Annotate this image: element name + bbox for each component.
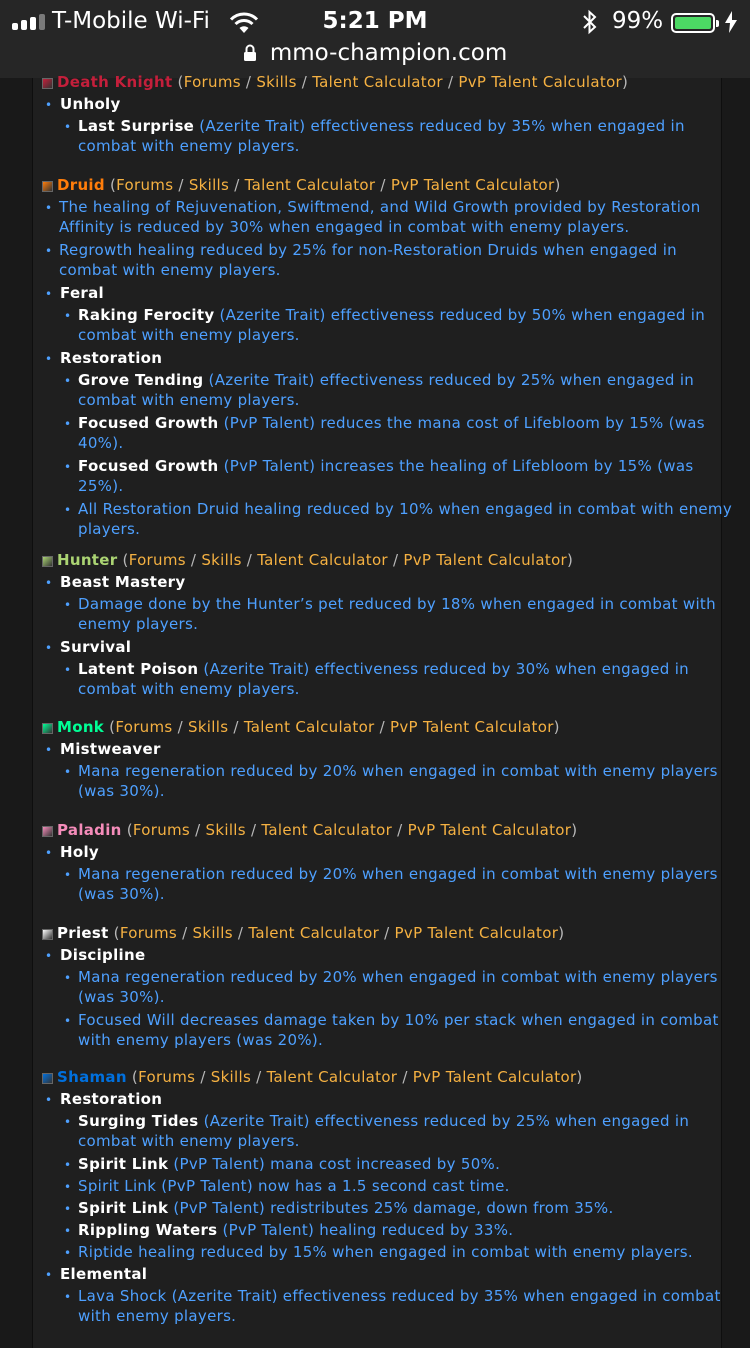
article-content: [32, 73, 732, 1348]
trait-name[interactable]: Rippling Waters: [78, 1221, 218, 1239]
change-text-continued: with enemy players (was 20%).: [78, 1031, 324, 1049]
link-separator: /: [185, 551, 202, 569]
trait-name[interactable]: Last Surprise: [78, 117, 195, 135]
bullet-icon: •: [64, 1202, 72, 1216]
change-item: [78, 414, 705, 432]
change-text: (PvP Talent) mana cost increased by 50%.: [168, 1155, 501, 1173]
trait-name[interactable]: Grove Tending: [78, 371, 204, 389]
link-separator: /: [228, 718, 244, 736]
status-bar: [0, 0, 750, 78]
change-text: (Azerite Trait) effectiveness reduced by 35% when engaged in: [194, 117, 685, 135]
link-separator: /: [245, 821, 262, 839]
change-item: [78, 1199, 614, 1217]
skills-link[interactable]: Skills: [205, 821, 246, 839]
spec-heading: Feral: [60, 284, 104, 302]
class-note: [59, 198, 701, 216]
bullet-icon: •: [45, 1268, 53, 1282]
change-text-continued: (was 30%).: [78, 988, 165, 1006]
class-heading: [57, 73, 628, 91]
change-text-continued: 25%).: [78, 477, 124, 495]
link-separator: /: [173, 176, 189, 194]
talent-calculator-link[interactable]: Talent Calculator: [257, 551, 388, 569]
bullet-icon: •: [45, 244, 53, 258]
class-icon: [42, 556, 53, 567]
change-text-continued: combat with enemy players.: [78, 391, 300, 409]
change-text: (Azerite Trait) effectiveness reduced by 25% when engaged in: [198, 1112, 690, 1130]
class-heading: [57, 1068, 583, 1086]
link-separator: /: [229, 176, 245, 194]
change-item: [78, 660, 689, 678]
change-item: [78, 371, 694, 389]
bullet-icon: •: [64, 120, 72, 134]
pvp-talent-calculator-link[interactable]: PvP Talent Calculator: [390, 718, 554, 736]
pvp-talent-calculator-link[interactable]: PvP Talent Calculator: [458, 73, 623, 91]
talent-calculator-link[interactable]: Talent Calculator: [266, 1068, 398, 1086]
paren-close: ): [553, 718, 560, 736]
class-heading: [57, 551, 573, 569]
bullet-icon: •: [64, 598, 72, 612]
change-item: [78, 117, 685, 135]
change-text-continued: (was 30%).: [78, 885, 165, 903]
change-item: [78, 1177, 510, 1195]
talent-calculator-link[interactable]: Talent Calculator: [248, 924, 380, 942]
bullet-icon: •: [45, 1093, 53, 1107]
pvp-talent-calculator-link[interactable]: PvP Talent Calculator: [403, 551, 568, 569]
class-name-link[interactable]: Druid: [57, 176, 105, 194]
bullet-icon: •: [64, 1290, 72, 1304]
class-name-link[interactable]: Paladin: [57, 821, 122, 839]
change-item: [78, 306, 705, 324]
skills-link[interactable]: Skills: [210, 1068, 252, 1086]
talent-calculator-link[interactable]: Talent Calculator: [244, 176, 376, 194]
link-separator: /: [379, 924, 395, 942]
trait-name[interactable]: Spirit Link: [78, 1155, 169, 1173]
link-separator: /: [190, 821, 206, 839]
change-text: All Restoration Druid healing reduced by 10% when engaged in combat with enemy: [78, 500, 732, 518]
change-item: [78, 1243, 693, 1261]
trait-name[interactable]: Focused Growth: [78, 414, 219, 432]
bullet-icon: •: [45, 846, 53, 860]
battery-percentage: 99%: [612, 8, 664, 34]
change-text: (PvP Talent) increases the healing of Lifebloom by 15% (was: [218, 457, 694, 475]
link-separator: /: [387, 551, 404, 569]
change-text: Mana regeneration reduced by 20% when engaged in combat with enemy players: [78, 968, 718, 986]
paren-close: ): [554, 176, 561, 194]
class-name-link[interactable]: Hunter: [57, 551, 118, 569]
bullet-icon: •: [64, 1180, 72, 1194]
bullet-icon: •: [45, 98, 53, 112]
pvp-talent-calculator-link[interactable]: PvP Talent Calculator: [390, 176, 555, 194]
paren-open: (: [172, 73, 184, 91]
change-item: [78, 865, 718, 883]
bullet-icon: •: [45, 641, 53, 655]
paren-close: ): [622, 73, 629, 91]
change-text: (Azerite Trait) effectiveness reduced by 25% when engaged in: [203, 371, 695, 389]
class-heading: [57, 821, 577, 839]
change-item: [78, 762, 718, 780]
change-text-continued: Affinity is reduced by 30% when engaged in combat with enemy players.: [59, 218, 630, 236]
change-text-continued: combat with enemy players.: [78, 1132, 300, 1150]
change-item: [78, 968, 718, 986]
forums-link[interactable]: Forums: [128, 551, 186, 569]
bullet-icon: •: [64, 503, 72, 517]
bullet-icon: •: [45, 949, 53, 963]
forums-link[interactable]: Forums: [183, 73, 241, 91]
change-item: [78, 500, 732, 518]
paren-open: (: [121, 821, 133, 839]
bullet-icon: •: [64, 460, 72, 474]
lock-icon: [243, 44, 257, 62]
change-text: Damage done by the Hunter’s pet reduced by 18% when engaged in combat with: [78, 595, 716, 613]
change-text: Focused Will decreases damage taken by 10% per stack when engaged in combat: [78, 1011, 719, 1029]
bullet-icon: •: [45, 201, 53, 215]
bullet-icon: •: [45, 352, 53, 366]
link-separator: /: [241, 551, 258, 569]
change-text-continued: players.: [78, 520, 141, 538]
carrier-name: T-Mobile Wi-Fi: [52, 8, 210, 34]
bullet-icon: •: [64, 765, 72, 779]
class-heading: [57, 176, 561, 194]
paren-open: (: [117, 551, 129, 569]
talent-calculator-link[interactable]: Talent Calculator: [312, 73, 443, 91]
change-item: [78, 1112, 689, 1130]
change-item: [78, 1011, 719, 1029]
bullet-icon: •: [64, 663, 72, 677]
link-separator: /: [442, 73, 459, 91]
paren-open: (: [108, 924, 120, 942]
link-separator: /: [374, 718, 391, 736]
link-separator: /: [397, 1068, 413, 1086]
forums-link[interactable]: Forums: [115, 718, 173, 736]
forums-link[interactable]: Forums: [119, 924, 178, 942]
change-text-continued: combat with enemy players.: [59, 261, 281, 279]
trait-name[interactable]: Spirit Link: [78, 1199, 169, 1217]
class-name-link[interactable]: Priest: [57, 924, 109, 942]
link-separator: /: [172, 718, 188, 736]
change-text: (PvP Talent) healing reduced by 33%.: [217, 1221, 514, 1239]
forums-link[interactable]: Forums: [138, 1068, 196, 1086]
skills-link[interactable]: Skills: [188, 718, 229, 736]
class-name-link[interactable]: Monk: [57, 718, 105, 736]
change-item: [78, 1287, 721, 1305]
trait-name[interactable]: Latent Poison: [78, 660, 199, 678]
paren-close: ): [576, 1068, 583, 1086]
change-text: Lava Shock (Azerite Trait) effectiveness reduced by 35% when engaged in combat: [78, 1287, 721, 1305]
class-icon: [42, 826, 53, 837]
class-icon: [42, 723, 53, 734]
forums-link[interactable]: Forums: [132, 821, 191, 839]
clock-time: 5:21 PM: [322, 8, 428, 34]
link-separator: /: [195, 1068, 211, 1086]
bullet-icon: •: [45, 743, 53, 757]
bullet-icon: •: [64, 1246, 72, 1260]
paren-close: ): [567, 551, 574, 569]
spec-heading: Beast Mastery: [60, 573, 186, 591]
link-separator: /: [240, 73, 257, 91]
spec-heading: Discipline: [60, 946, 146, 964]
link-separator: /: [232, 924, 249, 942]
paren-close: ): [558, 924, 565, 942]
change-item: [78, 595, 716, 613]
class-icon: [42, 78, 53, 89]
class-name-link[interactable]: Death Knight: [57, 73, 173, 91]
change-text: Mana regeneration reduced by 20% when engaged in combat with enemy players: [78, 762, 718, 780]
pvp-talent-calculator-link[interactable]: PvP Talent Calculator: [407, 821, 572, 839]
bullet-icon: •: [64, 417, 72, 431]
change-text-continued: (was 30%).: [78, 782, 165, 800]
change-text-continued: 40%).: [78, 434, 124, 452]
spec-heading: Mistweaver: [60, 740, 161, 758]
change-text: (PvP Talent) reduces the mana cost of Lifebloom by 15% (was: [218, 414, 705, 432]
charging-bolt-icon: [724, 11, 738, 33]
trait-name[interactable]: Surging Tides: [78, 1112, 199, 1130]
status-row: [0, 6, 750, 38]
talent-calculator-link[interactable]: Talent Calculator: [243, 718, 375, 736]
class-icon: [42, 929, 53, 940]
link-separator: /: [392, 821, 408, 839]
change-text-continued: with enemy players.: [78, 1307, 237, 1325]
class-heading: [57, 924, 564, 942]
change-text: (Azerite Trait) effectiveness reduced by 50% when engaged in: [214, 306, 706, 324]
change-text-continued: combat with enemy players.: [78, 680, 300, 698]
change-item: [78, 1221, 513, 1239]
change-text-continued: combat with enemy players.: [78, 137, 300, 155]
change-text: (Azerite Trait) effectiveness reduced by 30% when engaged in: [198, 660, 689, 678]
paren-open: (: [126, 1068, 139, 1086]
change-text: Riptide healing reduced by 15% when engaged in combat with enemy players.: [78, 1243, 693, 1261]
change-text: (PvP Talent) redistributes 25% damage, down from 35%.: [168, 1199, 614, 1217]
change-text: Mana regeneration reduced by 20% when engaged in combat with enemy players: [78, 865, 718, 883]
spec-heading: Holy: [60, 843, 99, 861]
change-text-continued: combat with enemy players.: [78, 326, 300, 344]
change-item: [78, 457, 693, 475]
bullet-icon: •: [64, 1158, 72, 1172]
class-name-link[interactable]: Shaman: [57, 1068, 127, 1086]
paren-open: (: [104, 176, 117, 194]
bullet-icon: •: [45, 576, 53, 590]
address-bar[interactable]: [0, 40, 750, 70]
class-heading: [57, 718, 560, 736]
bullet-icon: •: [64, 374, 72, 388]
bullet-icon: •: [64, 971, 72, 985]
link-separator: /: [296, 73, 313, 91]
class-note: [59, 241, 677, 259]
class-icon: [42, 181, 53, 192]
forums-link[interactable]: Forums: [116, 176, 174, 194]
change-item: [78, 1155, 500, 1173]
link-separator: /: [251, 1068, 267, 1086]
spec-heading: Elemental: [60, 1265, 148, 1283]
link-separator: /: [177, 924, 193, 942]
trait-name[interactable]: Focused Growth: [78, 457, 219, 475]
battery-icon: [671, 13, 715, 33]
pvp-talent-calculator-link[interactable]: PvP Talent Calculator: [394, 924, 559, 942]
bullet-icon: •: [64, 1115, 72, 1129]
bullet-icon: •: [45, 287, 53, 301]
url-text: mmo-champion.com: [269, 40, 508, 66]
spec-heading: Restoration: [60, 349, 163, 367]
spec-heading: Unholy: [60, 95, 121, 113]
spec-heading: Restoration: [60, 1090, 163, 1108]
paren-close: ): [571, 821, 578, 839]
change-text: Spirit Link (PvP Talent) now has a 1.5 second cast time.: [78, 1177, 510, 1195]
spec-heading: Survival: [60, 638, 132, 656]
bullet-icon: •: [64, 1224, 72, 1238]
class-icon: [42, 1073, 53, 1084]
skills-link[interactable]: Skills: [188, 176, 230, 194]
link-separator: /: [375, 176, 391, 194]
skills-link[interactable]: Skills: [256, 73, 297, 91]
pvp-talent-calculator-link[interactable]: PvP Talent Calculator: [412, 1068, 577, 1086]
talent-calculator-link[interactable]: Talent Calculator: [261, 821, 393, 839]
bullet-icon: •: [64, 1014, 72, 1028]
change-text: The healing of Rejuvenation, Swiftmend, and Wild Growth provided by Restoration: [59, 198, 701, 216]
trait-name[interactable]: Raking Ferocity: [78, 306, 215, 324]
skills-link[interactable]: Skills: [192, 924, 233, 942]
bluetooth-icon: [582, 9, 598, 35]
paren-open: (: [104, 718, 116, 736]
bullet-icon: •: [64, 868, 72, 882]
bullet-icon: •: [64, 309, 72, 323]
change-text: Regrowth healing reduced by 25% for non-Restoration Druids when engaged in: [59, 241, 677, 259]
change-text-continued: enemy players.: [78, 615, 199, 633]
skills-link[interactable]: Skills: [201, 551, 242, 569]
